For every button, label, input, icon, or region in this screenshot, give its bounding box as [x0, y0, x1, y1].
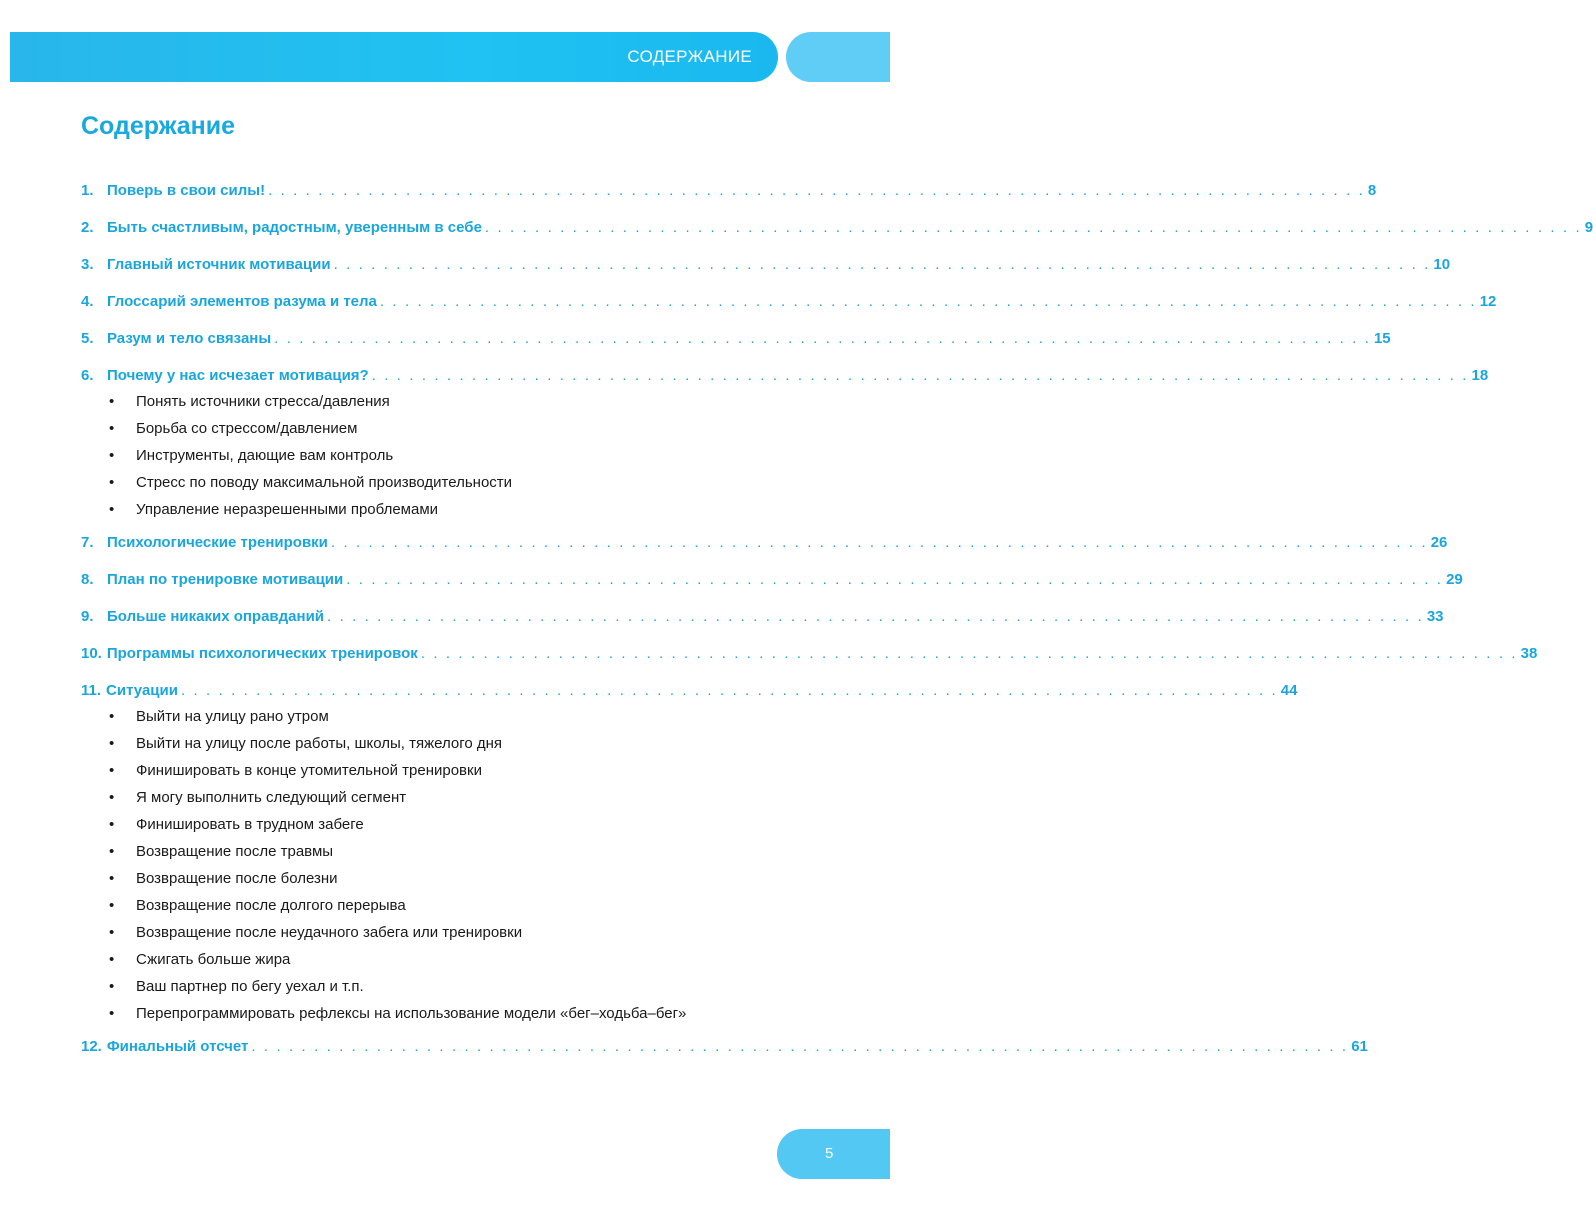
toc-subsection-label: Возвращение после болезни — [136, 870, 338, 887]
toc-subsection-list — [81, 393, 779, 519]
table-of-contents — [81, 182, 1593, 1075]
toc-entry-title: Разум и тело связаны — [107, 330, 272, 347]
toc-entry[interactable] — [81, 367, 1489, 391]
toc-subsection-item[interactable] — [109, 924, 779, 942]
toc-subsection-label: Выйти на улицу после работы, школы, тяжелого дня — [136, 735, 503, 752]
toc-dot-leader: . . . . . . . . . . . . . . . . . . . . . . . . . . . . . . . . . . . . . . . . . . . . . . . . . . . . . . . . . . . . . . . . . . . . . . . . . . . . . . . . . . . . . . . . — [346, 571, 1444, 588]
toc-subsection-label: Выйти на улицу рано утром — [136, 708, 329, 725]
toc-dot-leader: . . . . . . . . . . . . . . . . . . . . . . . . . . . . . . . . . . . . . . . . . . . . . . . . . . . . . . . . . . . . . . . . . . . . . . . . . . . . . . . . . . . . . . . . — [180, 682, 1278, 699]
toc-subsection-list — [81, 708, 779, 1023]
bullet-icon: • — [109, 924, 115, 941]
toc-subsection-item[interactable] — [109, 474, 779, 492]
page-title: Содержание — [81, 112, 236, 140]
toc-entry[interactable] — [81, 534, 1448, 558]
toc-entry-page: 26 — [1430, 534, 1448, 551]
toc-dot-leader: . . . . . . . . . . . . . . . . . . . . . . . . . . . . . . . . . . . . . . . . . . . . . . . . . . . . . . . . . . . . . . . . . . . . . . . . . . . . . . . . . . . . . . . . — [420, 645, 1518, 662]
toc-entry[interactable] — [81, 682, 1298, 706]
bullet-icon: • — [109, 789, 115, 806]
toc-subsection-label: Понять источники стресса/давления — [136, 393, 390, 410]
toc-entry[interactable] — [81, 256, 1451, 280]
toc-entry[interactable] — [81, 182, 1377, 206]
toc-subsection-label: Возвращение после травмы — [136, 843, 334, 860]
toc-entry-title: Главный источник мотивации — [107, 256, 331, 273]
toc-subsection-item[interactable] — [109, 951, 779, 969]
toc-subsection-label: Финишировать в конце утомительной тренировки — [136, 762, 482, 779]
running-header: СОДЕРЖАНИЕ — [627, 47, 752, 66]
bullet-icon: • — [109, 816, 115, 833]
toc-subsection-item[interactable] — [109, 843, 779, 861]
toc-subsection-item[interactable] — [109, 708, 779, 726]
toc-entry-number: 5. — [81, 330, 94, 347]
toc-subsection-item[interactable] — [109, 393, 779, 411]
toc-subsection-label: Возвращение после неудачного забега или тренировки — [136, 924, 523, 941]
toc-entry-number: 2. — [81, 219, 94, 236]
toc-entry-page: 12 — [1479, 293, 1497, 310]
bullet-icon: • — [109, 447, 115, 464]
toc-subsection-item[interactable] — [109, 501, 779, 519]
toc-dot-leader: . . . . . . . . . . . . . . . . . . . . . . . . . . . . . . . . . . . . . . . . . . . . . . . . . . . . . . . . . . . . . . . . . . . . . . . . . . . . . . . . . . . . . . . . — [379, 293, 1477, 310]
header-tab — [786, 32, 890, 82]
toc-entry[interactable] — [81, 571, 1463, 595]
toc-entry[interactable] — [81, 1038, 1368, 1062]
toc-subsection-label: Финишировать в трудном забеге — [136, 816, 364, 833]
toc-subsection-item[interactable] — [109, 978, 779, 996]
toc-entry-title: Финальный отсчет — [106, 1038, 249, 1055]
bullet-icon: • — [109, 735, 115, 752]
toc-entry-title: Больше никаких оправданий — [107, 608, 325, 625]
toc-subsection-label: Инструменты, дающие вам контроль — [136, 447, 394, 464]
toc-entry-page: 29 — [1446, 571, 1463, 588]
toc-entry-page: 10 — [1433, 256, 1451, 273]
toc-entry-number: 12. — [81, 1038, 102, 1055]
toc-entry-title: Быть счастливым, радостным, уверенным в себе — [107, 219, 482, 236]
bullet-icon: • — [109, 1005, 115, 1022]
toc-entry-number: 7. — [81, 534, 94, 551]
toc-entry-page: 8 — [1367, 182, 1377, 199]
toc-entry[interactable] — [81, 608, 1444, 632]
toc-subsection-label: Возвращение после долгого перерыва — [136, 897, 406, 914]
page-number: 5 — [825, 1145, 834, 1162]
bullet-icon: • — [109, 951, 115, 968]
toc-entry-page: 61 — [1351, 1038, 1368, 1055]
toc-subsection-label: Борьба со стрессом/давлением — [136, 420, 358, 437]
toc-dot-leader: . . . . . . . . . . . . . . . . . . . . . . . . . . . . . . . . . . . . . . . . . . . . . . . . . . . . . . . . . . . . . . . . . . . . . . . . . . . . . . . . . . . . . . . . — [333, 256, 1431, 273]
toc-dot-leader: . . . . . . . . . . . . . . . . . . . . . . . . . . . . . . . . . . . . . . . . . . . . . . . . . . . . . . . . . . . . . . . . . . . . . . . . . . . . . . . . . . . . . . . . — [330, 534, 1428, 551]
toc-subsection-label: Сжигать больше жира — [136, 951, 291, 968]
toc-entry-number: 9. — [81, 608, 94, 625]
toc-subsection-item[interactable] — [109, 735, 779, 753]
toc-entry-page: 15 — [1373, 330, 1391, 347]
bullet-icon: • — [109, 762, 115, 779]
toc-dot-leader: . . . . . . . . . . . . . . . . . . . . . . . . . . . . . . . . . . . . . . . . . . . . . . . . . . . . . . . . . . . . . . . . . . . . . . . . . . . . . . . . . . . . . . . . — [274, 330, 1371, 347]
toc-entry-page: 33 — [1426, 608, 1444, 625]
page-number-tab — [777, 1129, 890, 1179]
toc-entry-number: 3. — [81, 256, 94, 273]
toc-entry-title: Поверь в свои силы! — [107, 182, 266, 199]
toc-subsection-item[interactable] — [109, 897, 779, 915]
toc-subsection-item[interactable] — [109, 447, 779, 465]
toc-entry-title: Почему у нас исчезает мотивация? — [107, 367, 369, 384]
bullet-icon: • — [109, 978, 115, 995]
toc-entry-number: 4. — [81, 293, 94, 310]
toc-subsection-item[interactable] — [109, 789, 779, 807]
toc-entry-number: 1. — [81, 182, 94, 199]
toc-entry-title: Глоссарий элементов разума и тела — [107, 293, 377, 310]
toc-entry[interactable] — [81, 293, 1497, 317]
toc-subsection-item[interactable] — [109, 816, 779, 834]
toc-subsection-item[interactable] — [109, 420, 779, 438]
toc-dot-leader: . . . . . . . . . . . . . . . . . . . . . . . . . . . . . . . . . . . . . . . . . . . . . . . . . . . . . . . . . . . . . . . . . . . . . . . . . . . . . . . . . . . . . . . . — [484, 219, 1582, 236]
bullet-icon: • — [109, 870, 115, 887]
toc-entry-number: 8. — [81, 571, 94, 588]
toc-dot-leader: . . . . . . . . . . . . . . . . . . . . . . . . . . . . . . . . . . . . . . . . . . . . . . . . . . . . . . . . . . . . . . . . . . . . . . . . . . . . . . . . . . . . . . . . — [251, 1038, 1349, 1055]
toc-subsection-item[interactable] — [109, 762, 779, 780]
toc-entry-title: Психологические тренировки — [107, 534, 328, 551]
toc-entry[interactable] — [81, 645, 1538, 669]
bullet-icon: • — [109, 501, 115, 518]
toc-entry-title: Ситуации — [106, 682, 178, 699]
bullet-icon: • — [109, 393, 115, 410]
toc-dot-leader: . . . . . . . . . . . . . . . . . . . . . . . . . . . . . . . . . . . . . . . . . . . . . . . . . . . . . . . . . . . . . . . . . . . . . . . . . . . . . . . . . . . . . . . . — [371, 367, 1469, 384]
toc-subsection-label: Стресс по поводу максимальной производительности — [136, 474, 513, 491]
toc-entry-page: 38 — [1520, 645, 1538, 662]
toc-subsection-label: Я могу выполнить следующий сегмент — [136, 789, 407, 806]
header-bar — [10, 32, 778, 82]
toc-entry-number: 6. — [81, 367, 94, 384]
toc-entry-page: 44 — [1280, 682, 1298, 699]
toc-entry-page: 18 — [1471, 367, 1489, 384]
toc-subsection-label: Перепрограммировать рефлексы на использование модели «бег–ходьба–бег» — [136, 1005, 687, 1022]
bullet-icon: • — [109, 897, 115, 914]
bullet-icon: • — [109, 420, 115, 437]
bullet-icon: • — [109, 708, 115, 725]
toc-entry[interactable] — [81, 330, 1391, 354]
toc-subsection-label: Ваш партнер по бегу уехал и т.п. — [136, 978, 364, 995]
toc-entry-number: 10. — [81, 645, 102, 662]
toc-entry-page: 9 — [1584, 219, 1593, 236]
toc-subsection-label: Управление неразрешенными проблемами — [136, 501, 439, 518]
toc-entry-number: 11. — [81, 682, 102, 699]
bullet-icon: • — [109, 843, 115, 860]
toc-subsection-item[interactable] — [109, 1005, 779, 1023]
bullet-icon: • — [109, 474, 115, 491]
toc-entry-title: Программы психологических тренировок — [106, 645, 418, 662]
toc-entry-title: План по тренировке мотивации — [107, 571, 344, 588]
toc-dot-leader: . . . . . . . . . . . . . . . . . . . . . . . . . . . . . . . . . . . . . . . . . . . . . . . . . . . . . . . . . . . . . . . . . . . . . . . . . . . . . . . . . . . . . . . . — [268, 182, 1365, 199]
toc-subsection-item[interactable] — [109, 870, 779, 888]
toc-entry[interactable] — [81, 219, 1593, 243]
toc-dot-leader: . . . . . . . . . . . . . . . . . . . . . . . . . . . . . . . . . . . . . . . . . . . . . . . . . . . . . . . . . . . . . . . . . . . . . . . . . . . . . . . . . . . . . . . . — [327, 608, 1424, 625]
